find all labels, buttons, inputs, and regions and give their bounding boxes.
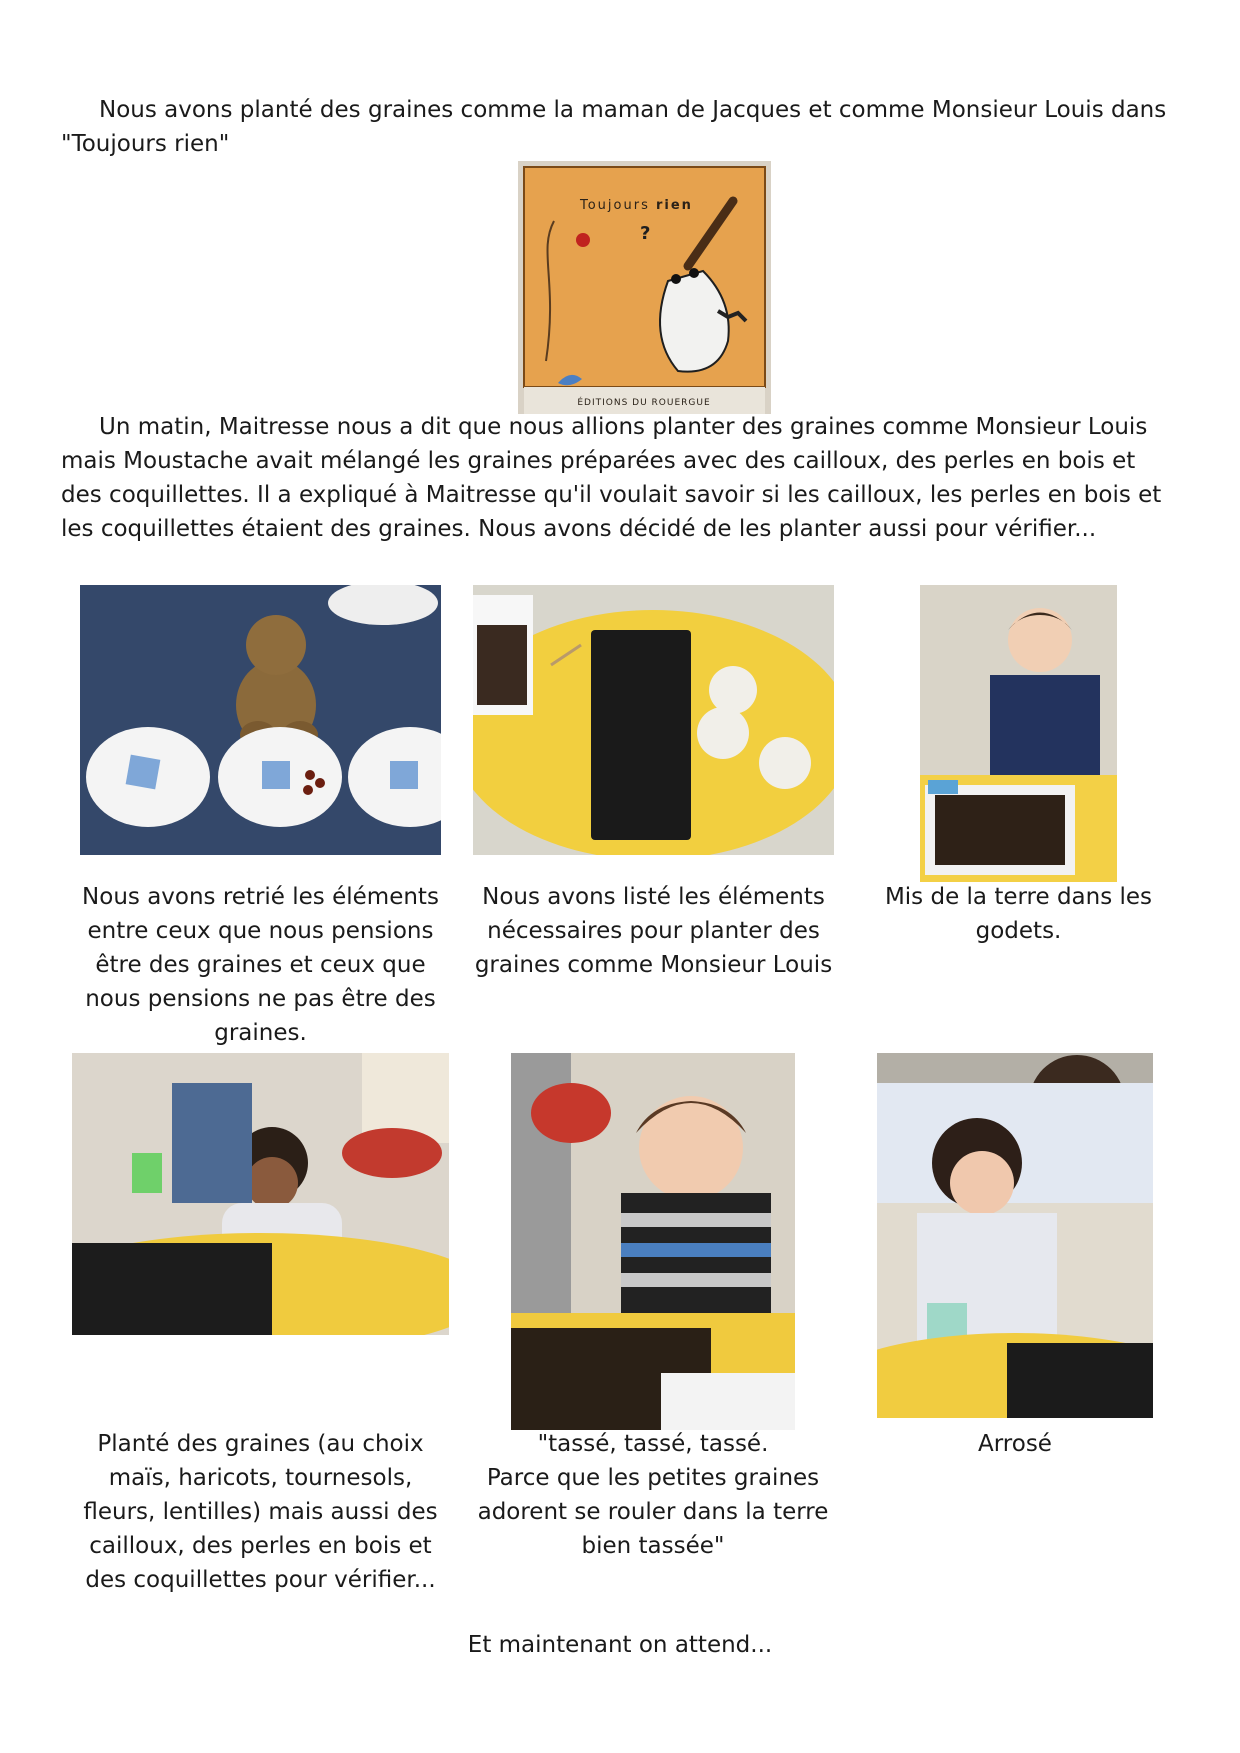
closing-text: Et maintenant on attend... xyxy=(467,1632,773,1658)
intro-paragraph: Nous avons planté des graines comme la maman de Jacques et comme Monsieur Louis dans "Toujours rien" xyxy=(61,97,1167,157)
photo-boy-soil-illustration xyxy=(920,585,1117,882)
caption-water: Arrosé xyxy=(978,1431,1052,1457)
caption-pack xyxy=(470,1427,836,1563)
photo-teddy-and-plates xyxy=(80,585,441,855)
photo-packing-soil xyxy=(511,1053,795,1430)
book-title-text: Toujours rien xyxy=(580,198,693,213)
caption-pack-line1: "tassé, tassé, tassé. xyxy=(537,1431,769,1457)
book-cover-image xyxy=(518,161,771,414)
photo-planting-illustration xyxy=(72,1053,449,1335)
book-question-mark: ? xyxy=(640,223,651,244)
book-publisher: ÉDITIONS DU ROUERGUE xyxy=(577,398,711,408)
caption-pack-line2: Parce que les petites graines adorent se rouler dans la terre bien tassée" xyxy=(477,1465,829,1559)
photo-materials-table xyxy=(473,585,834,855)
photo-boy-soil xyxy=(920,585,1117,882)
photo-watering xyxy=(877,1053,1153,1418)
photo-planting-seeds xyxy=(72,1053,449,1335)
story-paragraph: Un matin, Maitresse nous a dit que nous allions planter des graines comme Monsieur Louis mais Moustache avait mélangé les graines préparées avec des cailloux, des perles en bois et des coquillettes. Il a expliqué à Maitresse qu'il voulait savoir si les cailloux, les perles en bois et les coquillettes étaient des graines. Nous avons décidé de les planter aussi pour vérifier... xyxy=(61,414,1162,542)
caption-soil: Mis de la terre dans les godets. xyxy=(884,884,1153,944)
photo-packing-illustration xyxy=(511,1053,795,1430)
photo-watering-illustration xyxy=(877,1053,1153,1418)
photo-materials-illustration xyxy=(473,585,834,855)
caption-sort: Nous avons retrié les éléments entre ceux que nous pensions être des graines et ceux que nous pensions ne pas être des graines. xyxy=(82,884,439,1046)
photo-teddy-illustration xyxy=(80,585,441,855)
caption-list: Nous avons listé les éléments nécessaires pour planter des graines comme Monsieur Louis xyxy=(474,884,833,978)
book-cover-illustration xyxy=(518,161,771,414)
caption-plant: Planté des graines (au choix maïs, haricots, tournesols, fleurs, lentilles) mais aussi des cailloux, des perles en bois et des coquillettes pour vérifier... xyxy=(83,1431,438,1593)
